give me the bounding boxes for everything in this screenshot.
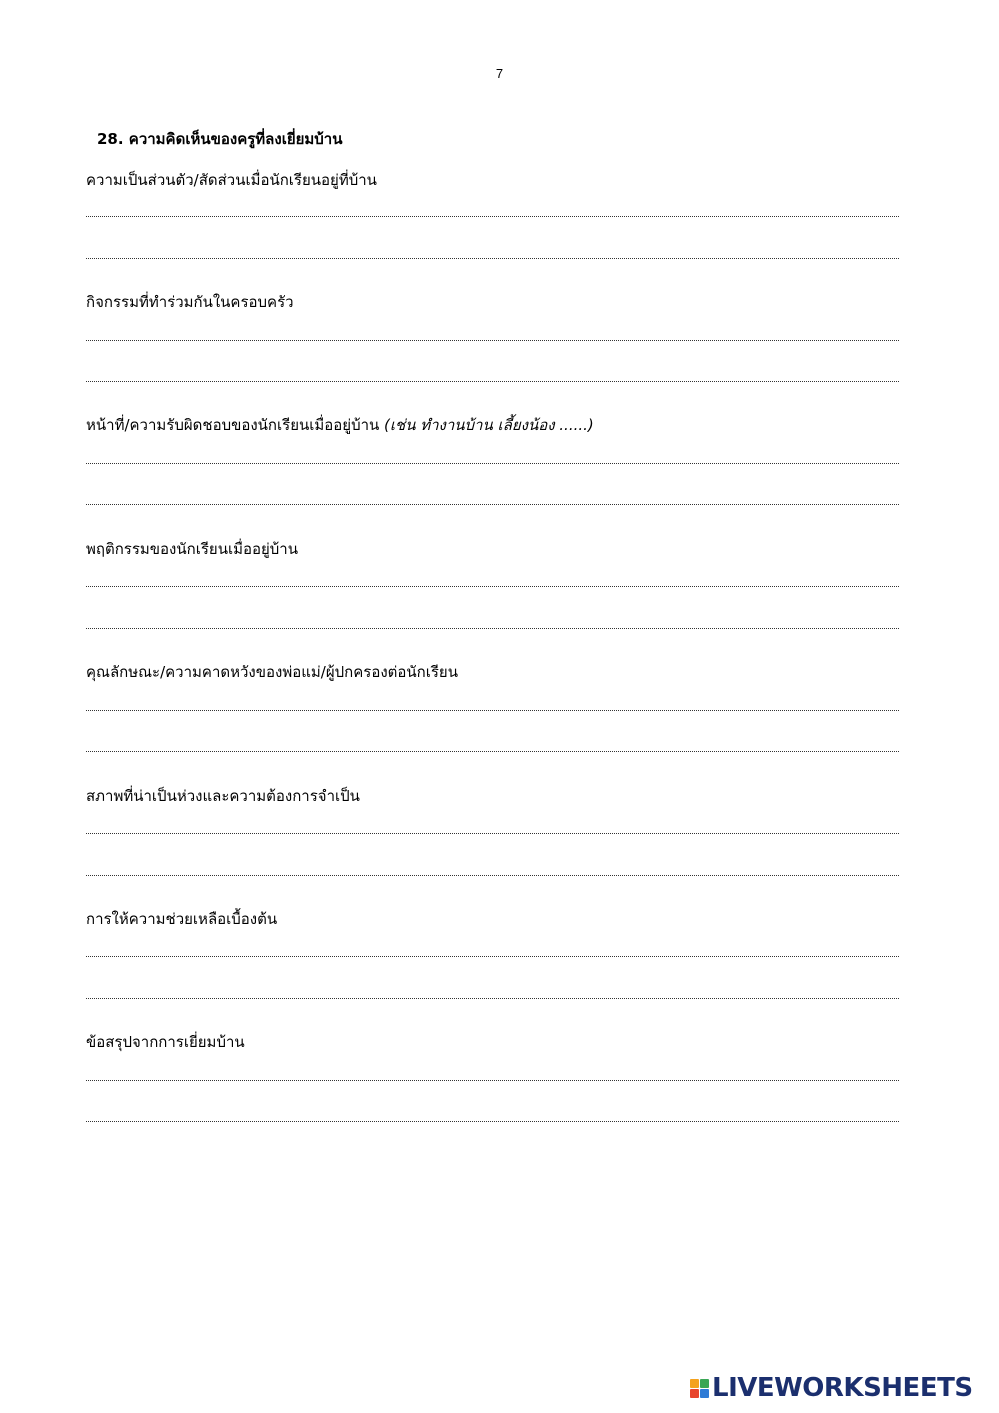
field-label-privacy xyxy=(86,168,377,192)
field-label-text: ความเป็นส่วนตัว/สัดส่วนเมื่อนักเรียนอยู่ที่บ้าน xyxy=(86,171,377,189)
field-label-parent-expectations xyxy=(86,660,458,684)
answer-line-initial-assistance-1[interactable] xyxy=(86,956,899,957)
answer-line-visit-summary-2[interactable] xyxy=(86,1121,899,1122)
field-label-concerns-needs xyxy=(86,784,360,808)
answer-line-family-activities-1[interactable] xyxy=(86,340,899,341)
field-label-text: หน้าที่/ความรับผิดชอบของนักเรียนเมื่ออยู่บ้าน xyxy=(86,416,380,434)
field-label-initial-assistance xyxy=(86,907,277,931)
answer-line-concerns-needs-2[interactable] xyxy=(86,875,899,876)
answer-line-initial-assistance-2[interactable] xyxy=(86,998,899,999)
logo-block xyxy=(690,1379,699,1388)
answer-line-parent-expectations-1[interactable] xyxy=(86,710,899,711)
liveworksheets-logo[interactable] xyxy=(690,1373,973,1403)
answer-line-concerns-needs-1[interactable] xyxy=(86,833,899,834)
field-label-text: กิจกรรมที่ทำร่วมกันในครอบครัว xyxy=(86,293,294,311)
field-label-family-activities xyxy=(86,290,294,314)
field-label-visit-summary xyxy=(86,1030,245,1054)
field-label-text: ข้อสรุปจากการเยี่ยมบ้าน xyxy=(86,1033,245,1051)
field-label-responsibilities xyxy=(86,413,594,437)
section-title: 28. ความคิดเห็นของครูที่ลงเยี่ยมบ้าน xyxy=(97,130,343,148)
field-hint-text: (เช่น ทำงานบ้าน เลี้ยงน้อง ......) xyxy=(384,416,594,434)
answer-line-responsibilities-1[interactable] xyxy=(86,463,899,464)
answer-line-responsibilities-2[interactable] xyxy=(86,504,899,505)
answer-line-behavior-2[interactable] xyxy=(86,628,899,629)
field-label-text: พฤติกรรมของนักเรียนเมื่ออยู่บ้าน xyxy=(86,540,298,558)
field-label-text: สภาพที่น่าเป็นห่วงและความต้องการจำเป็น xyxy=(86,787,360,805)
answer-line-behavior-1[interactable] xyxy=(86,586,899,587)
logo-text: LIVEWORKSHEETS xyxy=(712,1373,973,1403)
answer-line-family-activities-2[interactable] xyxy=(86,381,899,382)
answer-line-parent-expectations-2[interactable] xyxy=(86,751,899,752)
logo-blocks-icon xyxy=(690,1379,709,1398)
answer-line-privacy-2[interactable] xyxy=(86,258,899,259)
logo-block xyxy=(700,1379,709,1388)
logo-block xyxy=(700,1389,709,1398)
answer-line-privacy-1[interactable] xyxy=(86,216,899,217)
field-label-behavior xyxy=(86,537,298,561)
answer-line-visit-summary-1[interactable] xyxy=(86,1080,899,1081)
field-label-text: คุณลักษณะ/ความคาดหวังของพ่อแม่/ผู้ปกครองต่อนักเรียน xyxy=(86,663,458,681)
page-number: 7 xyxy=(495,66,504,81)
logo-block xyxy=(690,1389,699,1398)
field-label-text: การให้ความช่วยเหลือเบื้องต้น xyxy=(86,910,278,928)
